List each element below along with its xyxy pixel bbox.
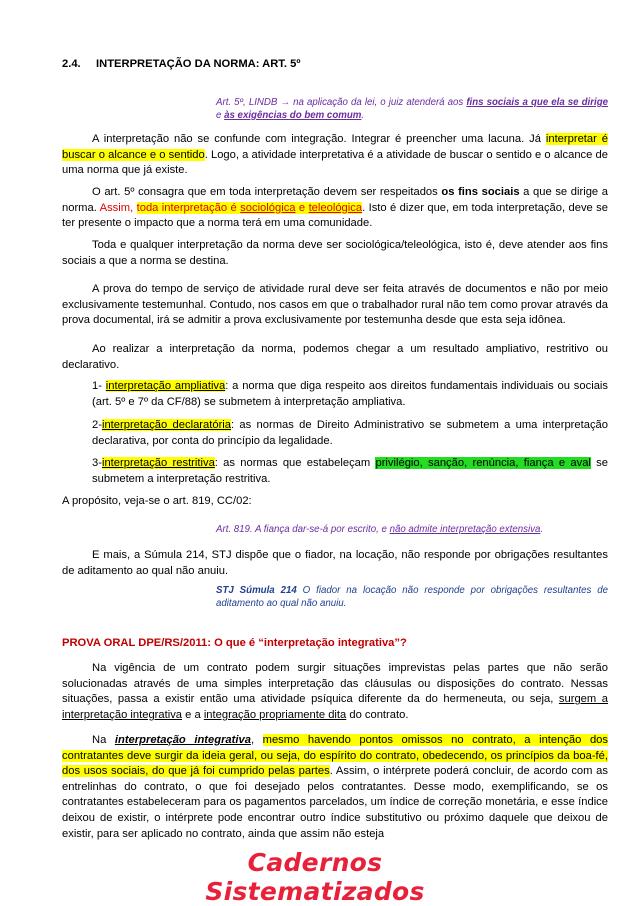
item-number: 2- <box>92 419 102 431</box>
quote-text: . <box>361 110 365 121</box>
text: A interpretação não se confunde com integração. Integrar é preencher uma lacuna. Já <box>92 133 546 145</box>
text: O art. 5º consagra que em toda interpretação devem ser respeitados <box>92 186 442 198</box>
underlined-text: sociológica <box>240 201 296 214</box>
highlight <box>137 202 362 214</box>
item-number: 1- <box>92 380 106 392</box>
text: se submetem a interpretação restritiva. <box>92 457 608 485</box>
quote-title: STJ Súmula 214 <box>216 585 297 596</box>
lindb-quote <box>216 96 608 122</box>
quote-text: O fiador na locação não responde por obrigações resultantes de aditamento ao qual não anuiu. <box>216 585 608 609</box>
text: . Logo, a atividade interpretativa é a atividade de buscar o sentido e o alcance de uma norma que já existe. <box>62 148 608 177</box>
text: do contrato. <box>346 708 409 721</box>
text: a que se dirige a norma. <box>62 186 608 214</box>
text: Na <box>92 734 115 746</box>
quote-text: Art. 5º, LINDB → na aplicação da lei, o juiz atenderá aos <box>216 97 467 108</box>
underlined-text: surgem a interpretação integrativa <box>62 693 609 721</box>
highlight: interpretação declaratória <box>101 419 232 431</box>
paragraph-art5 <box>62 185 608 232</box>
bold-italic-term: interpretação integrativa <box>114 734 251 746</box>
text: : as normas de Direito Administrativo se submetem a uma interpretação declarativa, por conta do princípio da legalidade. <box>92 419 608 447</box>
quote-emphasis: fins sociais a que ela se dirige <box>466 97 609 108</box>
paragraph-sumula: E mais, a Súmula 214, STJ dispõe que o fiador, na locação, não responde por obrigações resultantes de aditamento ao qual não anuiu. <box>62 549 608 577</box>
highlight: interpretação ampliativa <box>105 380 226 392</box>
underlined-text: integração propriamente dita <box>203 708 347 721</box>
art819-quote <box>216 523 608 536</box>
list-item-declaratoria <box>92 418 608 449</box>
underlined-text: teleológica <box>308 201 363 214</box>
paragraph-rural-proof: A prova do tempo de serviço de atividade rural deve ser feita através de documentos e não por meio exclusivamente testemunhal. Contudo, nos casos em que o trabalhador rural não tem como provar através da prova documental, irá se admitir a prova exclusivamente por testemunha desde que esta seja idônea. <box>62 283 608 327</box>
list-item-restritiva <box>92 456 608 487</box>
highlight: interpretação restritiva <box>101 457 215 469</box>
text: Na vigência de um contrato podem surgir situações imprevistas pelas partes que não serão solucionadas através de uma simples interpretação das cláusulas ou disposições do contrato. Nessas situações, passa a existir então uma atividade psíquica diferente da do hermeneuta, ou seja, <box>62 662 608 706</box>
highlight: mesmo havendo pontos omissos no contrato, a intenção dos contratantes deve surgir da ideia geral, ou seja, do espírito do contrato, obedecendo, os princípios da boa-fé, dos usos sociais, do que já foi cumprido pelas partes <box>62 734 608 778</box>
text: toda interpretação é <box>136 201 241 214</box>
quote-emphasis: às exigências do bem comum <box>224 110 362 121</box>
bold-text: os fins sociais <box>441 186 520 198</box>
quote-text: e <box>216 110 225 121</box>
item-number: 3- <box>92 457 102 469</box>
red-text: Assim, <box>99 201 134 214</box>
sumula-quote <box>216 584 608 610</box>
quote-emphasis: não admite interpretação extensiva <box>389 524 541 535</box>
text: : a norma que diga respeito aos direitos fundamentais individuais ou sociais (art. 5º e 7º da CF/88) se submetem à interpretação ampliativa. <box>92 380 608 408</box>
green-highlight: privilégio, sanção, renúncia, fiança e aval <box>375 457 591 469</box>
paragraph-contract <box>62 661 608 723</box>
paragraph-integrative <box>62 733 608 842</box>
paragraph-sociological: Toda e qualquer interpretação da norma deve ser sociológica/teleológica, isto é, deve atender aos fins sociais a que a norma se destina. <box>62 239 608 267</box>
text: e a <box>182 708 204 721</box>
quote-text: Art. 819. A fiança dar-se-á por escrito, e <box>216 524 390 535</box>
footer-logo-text: Cadernos Sistematizados <box>205 848 425 906</box>
highlight: interpretar é buscar o alcance e o sentido <box>62 133 608 161</box>
list-item-ampliativa <box>92 379 608 410</box>
text: e <box>295 201 309 214</box>
text: : as normas que estabeleçam <box>214 457 376 469</box>
section-title: INTERPRETAÇÃO DA NORMA: ART. 5º <box>96 58 301 70</box>
oral-exam-question: PROVA ORAL DPE/RS/2011: O que é “interpretação integrativa”? <box>62 637 407 649</box>
text: . Assim, o intérprete poderá concluir, de acordo com as entrelinhas do contrato, o que foi desejado pelos contratantes. Desse modo, exemplificando, se os contratantes estabeleceram para os pagamentos parcelados, um índice de correção monetária, e esse índice deixou de existir, o intérprete pode encontrar outro índice substitutivo ou próximo daquele que deixou de existir, para ser aplicado no contrato, ainda que assim não esteja <box>62 765 608 840</box>
section-number: 2.4. <box>62 58 81 70</box>
paragraph-art819-intro: A propósito, veja-se o art. 819, CC/02: <box>62 495 252 507</box>
quote-text: . <box>540 524 544 535</box>
text: . Isto é dizer que, em toda interpretação, deve se ter presente o impacto que a norma terá em uma comunidade. <box>62 201 608 230</box>
paragraph-interpretation <box>62 132 608 179</box>
text: , <box>250 734 263 746</box>
section-heading <box>62 58 300 70</box>
paragraph-results: Ao realizar a interpretação da norma, podemos chegar a um resultado ampliativo, restritivo ou declarativo. <box>62 343 608 371</box>
